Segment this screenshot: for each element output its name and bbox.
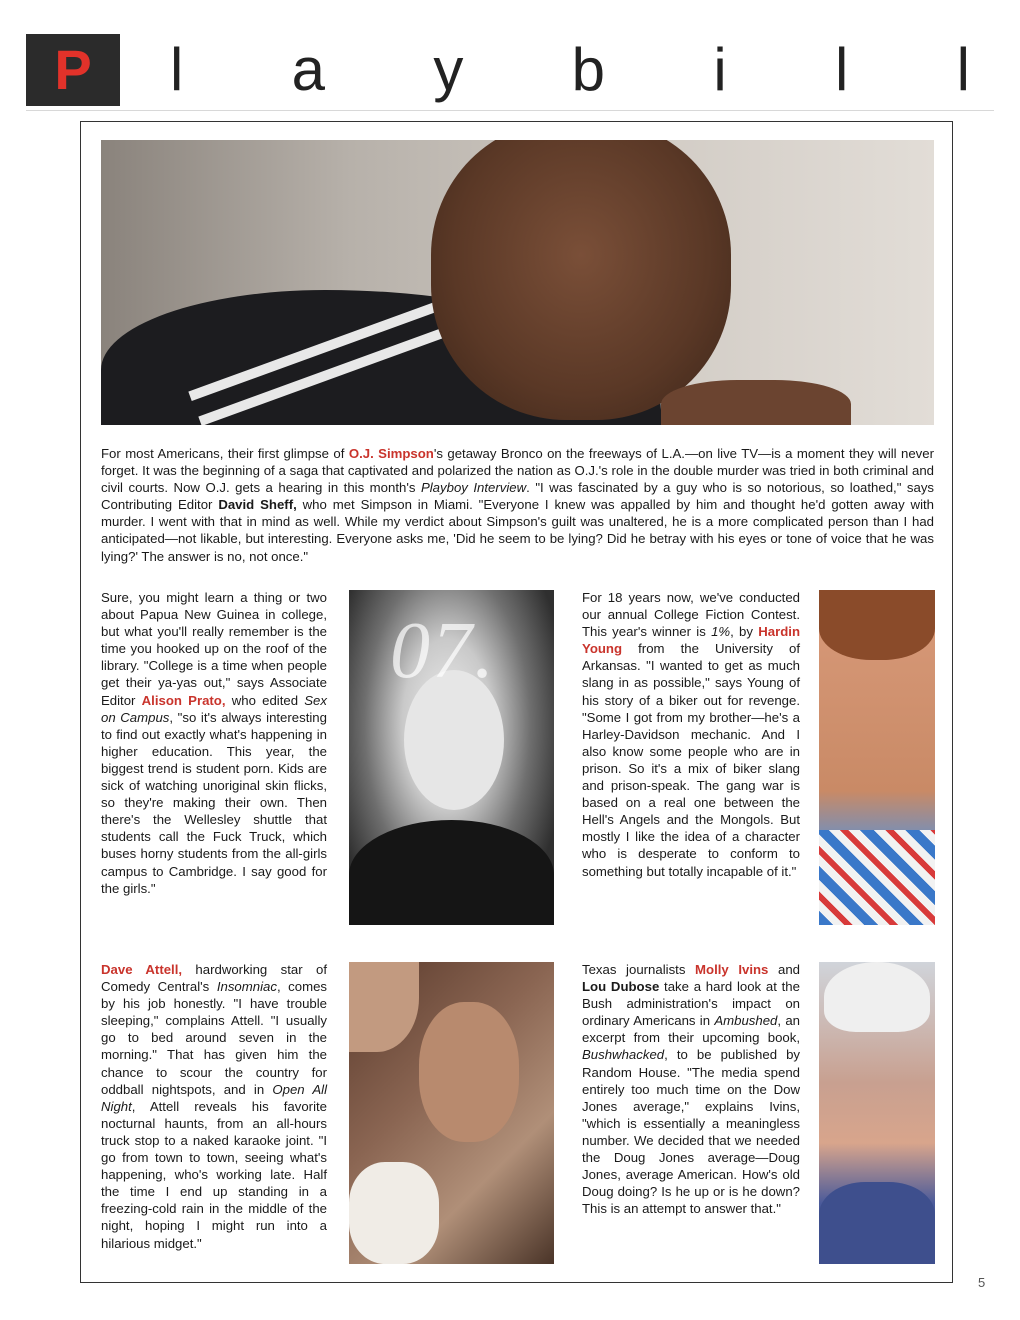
masthead-title	[150, 34, 990, 106]
oj-simpson-photo	[101, 140, 934, 425]
photo-gloved-hand	[349, 1162, 439, 1264]
masthead-letter: b	[571, 36, 606, 103]
masthead-letter: y	[433, 36, 464, 103]
attell-italic: Insomniac	[216, 979, 277, 995]
ivins-text: , to be published by Random House. "The media spend entirely too much time on the Dow Jones average," explains Ivins, "which is essentially a meaningless number. We decided that we needed the Doug Jones average—Doug Jones, average American. How's old Doug doing? Is he up or is he down? This is an attempt to answer that."	[582, 1047, 800, 1217]
ivins-text: Texas journalists	[582, 962, 696, 977]
photo-hawaiian-shirt	[819, 830, 935, 925]
prato-paragraph	[101, 589, 327, 897]
prato-text: who edited	[225, 692, 305, 708]
name-molly-ivins: Molly Ivins	[695, 962, 769, 977]
attell-text: , Attell reveals his favorite nocturnal haunts, from an all-hours truck stop to a naked karaoke joint. "I go from town to town, seeing what's happening, who's working late. Half the time I end up standing in a freezing-cold rain in the middle of the night, hoping I might run into a hilarious midget."	[101, 1098, 327, 1251]
name-david-sheff: David Sheff,	[218, 497, 297, 513]
photo-hair	[819, 590, 935, 660]
ivins-text: , an excerpt from their upcoming book,	[582, 1013, 800, 1046]
photo-dress	[349, 820, 554, 925]
young-italic: 1%	[711, 624, 731, 640]
ivins-text: take a hard look at the Bush administration's impact on ordinary Americans in	[582, 979, 800, 1029]
photo-shirt	[819, 1182, 935, 1264]
photo-face	[431, 140, 731, 420]
photo-hair	[824, 962, 930, 1032]
masthead-first-letter: P	[54, 38, 92, 101]
young-text: , by	[730, 624, 759, 640]
name-oj-simpson: O.J. Simpson	[348, 446, 434, 461]
intro-text: who met Simpson in Miami. "Everyone I knew was appalled by him and thought he'd gotten away with murder. I went with that in mind as well. While my verdict about Simpson's guilt was unaltered, he is a more complicated person than I had anticipated—not likable, but interesting. Everyone asks me, 'Did he seem to be lying? Did he betray with his eyes or tone of voice that he was lying?' The answer is no, not once."	[101, 497, 934, 564]
intro-text: For most Americans, their first glimpse of	[101, 446, 349, 461]
name-lou-dubose: Lou Dubose	[582, 979, 660, 995]
intro-paragraph	[101, 445, 934, 565]
intro-text: . "I was fascinated by a guy who is so notorious, so loathed," says Contributing Editor	[101, 480, 935, 513]
ivins-italic: Bushwhacked	[582, 1047, 665, 1063]
young-text: from the University of Arkansas. "I wanted to get as much slang in as possible," says Young of his story of a biker out for revenge. "Some I got from my brother—he's a Harley-Davidson mechanic. And I also know some people who are in prison. So it's a mix of biker slang and prison-speak. The gang war is based on a real one between the Hell's Angels and the Mongols. But mostly I like the idea of a character who is desperate to conform to something but totally incapable of it."	[582, 641, 800, 879]
prato-italic: Sex on Campus	[101, 692, 327, 725]
prato-text: Sure, you might learn a thing or two about Papua New Guinea in college, but what you'll really remember is the time you hooked up on the roof of the library. "College is a time when people get their ya-yas out," says Associate Editor	[101, 590, 327, 708]
attell-text: hardworking star of Comedy Central's	[101, 962, 327, 995]
masthead-letter: l	[956, 36, 970, 103]
dave-attell-photo	[349, 962, 554, 1264]
page-number: 5	[978, 1275, 986, 1290]
masthead-letter: i	[713, 36, 727, 103]
photo-hand	[661, 380, 851, 425]
intro-text: 's getaway Bronco on the freeways of L.A.—on live TV—is a moment they will never forget. It was the beginning of a saga that captivated and polarized the nation as O.J.'s role in the double murder was tried in both criminal and civil courts. Now O.J. gets a hearing in this month's	[101, 446, 935, 496]
ivins-text: and	[768, 962, 800, 977]
attell-italic: Open All Night	[101, 1081, 327, 1114]
prato-text: , "so it's always interesting to find out exactly what's happening in higher education. This year, the biggest trend is student porn. Kids are sick of watching unoriginal skin flicks, so they're making their own. Then there's the Wellesley shuttle that students call the Fuck Truck, which buses horny students from the all-girls campus to Cambridge. I say good for the girls."	[101, 709, 327, 896]
header-divider	[26, 110, 994, 111]
ivins-paragraph	[582, 961, 800, 1217]
name-alison-prato: Alison Prato,	[141, 692, 226, 708]
molly-ivins-photo	[819, 962, 935, 1264]
intro-italic: Playboy Interview	[420, 480, 527, 496]
attell-paragraph	[101, 961, 327, 1252]
masthead-letter: l	[835, 36, 849, 103]
ivins-italic: Ambushed	[714, 1013, 778, 1029]
young-paragraph	[582, 589, 800, 880]
watermark-text: 07.	[390, 607, 496, 695]
photo-tattooed-shoulder	[349, 962, 419, 1052]
name-dave-attell: Dave Attell,	[101, 962, 183, 977]
hardin-young-photo	[819, 590, 935, 925]
masthead-letter: l	[170, 36, 184, 103]
name-hardin-young: Hardin Young	[582, 624, 800, 657]
young-text: For 18 years now, we've conducted our annual College Fiction Contest. This year's winner is	[582, 590, 800, 640]
masthead	[0, 0, 1020, 110]
attell-text: , comes by his job honestly. "I have trouble sleeping," complains Attell. "I usually go to bed around seven in the morning." That has given him the chance to scour the country for oddball nightspots, and in	[101, 979, 327, 1097]
masthead-letter: a	[291, 36, 326, 103]
photo-face	[419, 1002, 519, 1142]
